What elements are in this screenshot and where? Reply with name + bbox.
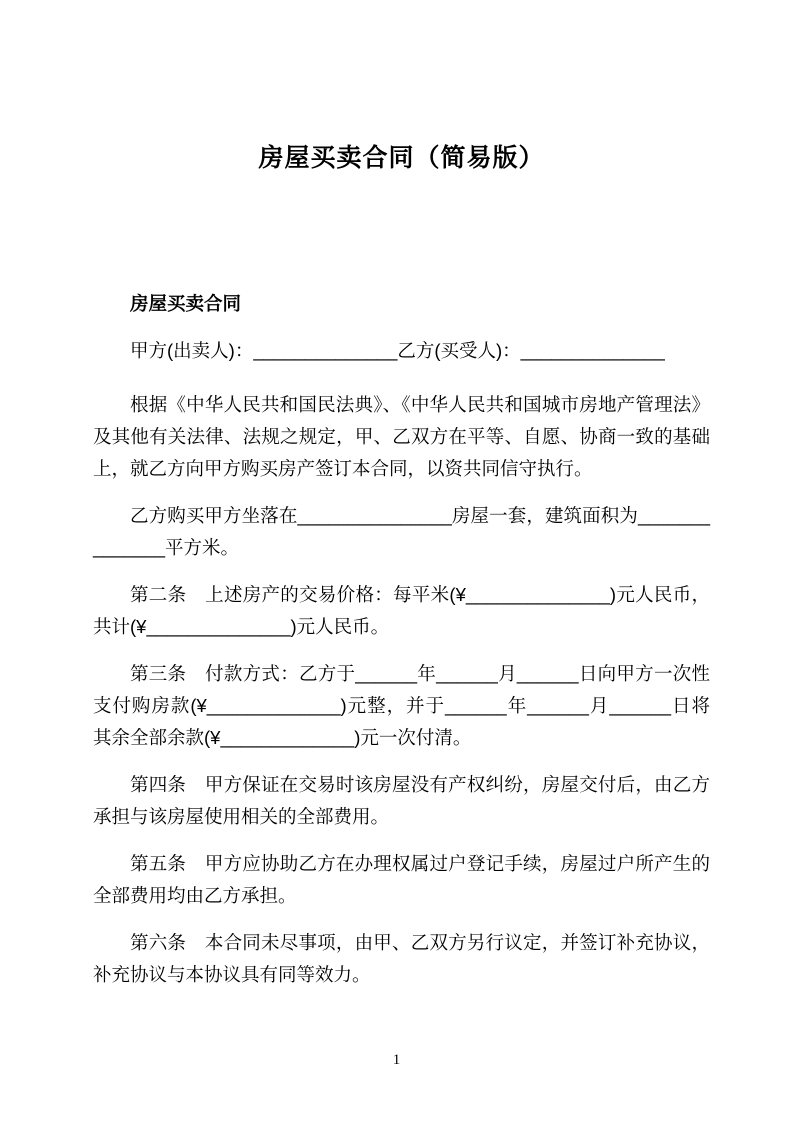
page-number: 1 bbox=[392, 1052, 401, 1068]
clause-5-transfer-fees: 第五条 甲方应协助乙方在办理权属过户登记手续，房屋过户所产生的全部费用均由乙方承担。 bbox=[93, 853, 710, 906]
document-title: 房屋买卖合同（简易版） bbox=[258, 144, 545, 172]
contract-heading: 房屋买卖合同 bbox=[130, 293, 242, 314]
clause-preamble: 根据《中华人民共和国民法典》、《中华人民共和国城市房地产管理法》及其他有关法律、法规之规定，甲、乙双方在平等、自愿、协商一致的基础上，就乙方向甲方购买房产签订本合同，以资共同信守执行。 bbox=[93, 394, 710, 479]
parties-line: 甲方(出卖人)：______________乙方(买受人)：______________ bbox=[130, 340, 665, 361]
clause-4-title-guarantee: 第四条 甲方保证在交易时该房屋没有产权纠纷，房屋交付后，由乙方承担与该房屋使用相关的全部费用。 bbox=[93, 774, 710, 827]
clause-2-price: 第二条 上述房产的交易价格：每平米(¥______________)元人民币，共计(¥______________)元人民币。 bbox=[93, 584, 710, 637]
clause-3-payment: 第三条 付款方式：乙方于______年______月______日向甲方一次性支付购房款(¥_____________)元整，并于______年______月______日将其余全部余款(¥_____________)元一次付清。 bbox=[93, 663, 710, 748]
clause-property-description: 乙方购买甲方坐落在_______________房屋一套，建筑面积为______________平方米。 bbox=[93, 505, 710, 558]
clause-6-supplementary: 第六条 本合同未尽事项，由甲、乙双方另行议定，并签订补充协议，补充协议与本协议具有同等效力。 bbox=[93, 932, 710, 985]
